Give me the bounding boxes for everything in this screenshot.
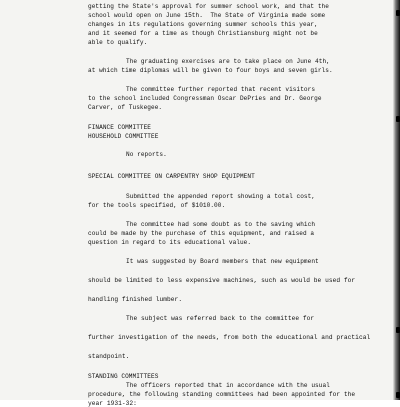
paragraph-line: could be made by the purchase of this equipment, and raised a xyxy=(88,230,315,237)
section-heading-standing-committees: STANDING COMMITTEES xyxy=(88,373,159,380)
binding-edge xyxy=(393,0,400,400)
paragraph-line: should be limited to less expensive machines, such as would be used for xyxy=(88,277,356,284)
paragraph-line: The subject was referred back to the committee for xyxy=(126,315,315,322)
paragraph-line: standpoint. xyxy=(88,353,130,360)
paragraph-line: It was suggested by Board members that new equipment xyxy=(126,258,319,265)
section-heading-finance: FINANCE COMMITTEE xyxy=(88,124,152,131)
paragraph-line: year 1931-32: xyxy=(88,400,137,407)
paragraph-line: getting the State's approval for summer school work, and that the xyxy=(88,3,329,10)
paragraph-line: The officers reported that in accordance with the usual xyxy=(126,382,330,389)
paragraph-line: question in regard to its educational value. xyxy=(88,239,252,246)
paragraph-line: able to qualify. xyxy=(88,39,148,46)
paragraph-line: and it seemed for a time as though Christiansburg might not be xyxy=(88,30,318,37)
paragraph-line: Carver, of Tuskegee. xyxy=(88,104,163,111)
paragraph-line: for the tools specified, of $1010.00. xyxy=(88,202,226,209)
binding-hole xyxy=(396,392,400,398)
section-heading-household: HOUSEHOLD COMMITTEE xyxy=(88,133,159,140)
paragraph-line: The committee had some doubt as to the saving which xyxy=(126,221,316,228)
paragraph-line: further investigation of the needs, from both the educational and practical xyxy=(88,334,371,341)
binding-hole xyxy=(396,116,400,122)
paragraph-line: Submitted the appended report showing a total cost, xyxy=(126,193,316,200)
paragraph-line: procedure, the following standing committees had been appointed for the xyxy=(88,391,356,398)
paragraph-line: The graduating exercises are to take place on June 4th, xyxy=(126,58,330,65)
paragraph-line: The committee further reported that recent visitors xyxy=(126,86,316,93)
section-heading-special-committee: SPECIAL COMMITTEE ON CARPENTRY SHOP EQUIPMENT xyxy=(88,173,255,180)
paragraph-line: changes in its regulations governing summer schools this year, xyxy=(88,21,318,28)
paragraph-line: at which time diplomas will be given to four boys and seven girls. xyxy=(88,67,333,74)
binding-hole xyxy=(396,327,400,333)
binding-hole xyxy=(396,10,400,16)
paragraph-line: handling finished lumber. xyxy=(88,296,183,303)
paragraph-line: school would open on June 15th. The State of Virginia made some xyxy=(88,12,326,19)
no-reports-text: No reports. xyxy=(126,151,167,158)
paragraph-line: to the school included Congressman Oscar DePries and Dr. George xyxy=(88,95,322,102)
